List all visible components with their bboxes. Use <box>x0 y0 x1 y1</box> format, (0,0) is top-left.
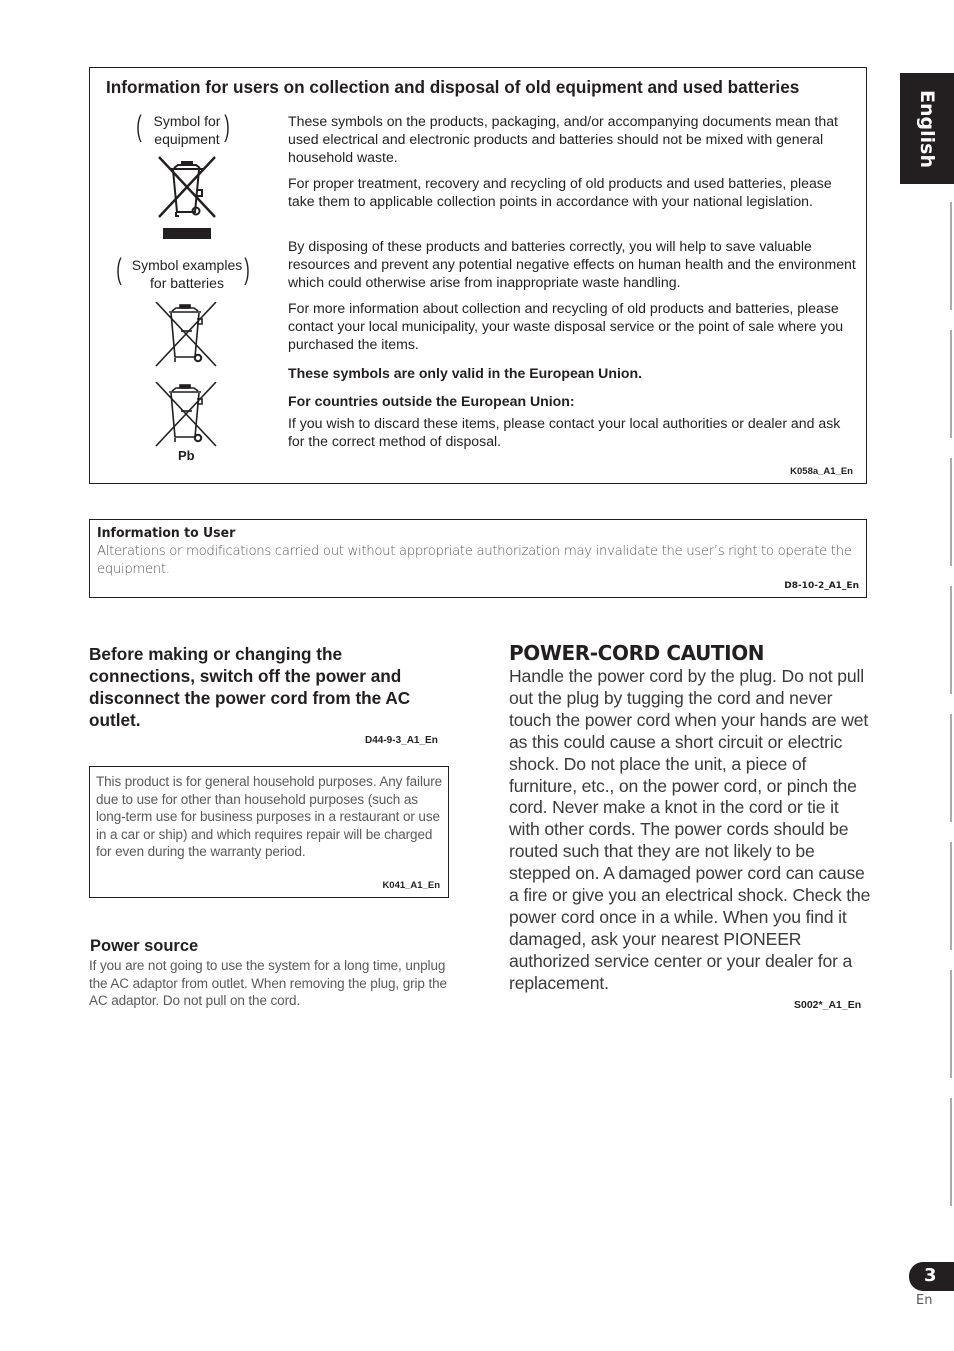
crossed-out-wheelie-bin-icon <box>154 302 218 368</box>
equipment-caption-line1: Symbol for <box>153 113 221 129</box>
info-doc-code: D8-10-2_A1_En <box>784 581 859 591</box>
page-language-code: En <box>916 1293 933 1308</box>
caption-open-paren: ( <box>136 110 142 143</box>
household-use-box <box>89 766 449 898</box>
edge-index-line <box>950 202 952 310</box>
connection-warning-heading: Before making or changing the connections, switch off the power and disconnect the power cord from the AC outlet. <box>89 644 411 730</box>
power-cord-doc-code: S002*_A1_En <box>794 999 862 1011</box>
weee-paragraph: For more information about collection and recycling of old products and batteries, please contact your local municipality, your waste disposal service or the point of sale where you purchased the items. <box>288 300 844 352</box>
edge-index-line <box>950 1098 952 1206</box>
weee-paragraph: These symbols on the products, packaging, and/or accompanying documents mean that used electrical and electronic products and batteries should not be mixed with general household waste. <box>288 113 838 165</box>
edge-index-line <box>950 970 952 1078</box>
outside-eu-heading: For countries outside the European Union: <box>288 393 575 409</box>
caption-close-paren: ) <box>244 253 250 286</box>
equipment-symbol-caption <box>142 112 232 148</box>
crossed-out-wheelie-bin-pb-icon <box>154 382 218 448</box>
battery-caption-line1: Symbol examples <box>131 257 243 273</box>
household-use-text: This product is for general household purposes. Any failure due to use for other than household purposes (such as long-term use for business purposes in a restaurant or use in a car or ship) and which requires repair will be charged for even during the warranty period. <box>96 774 443 860</box>
caption-open-paren: ( <box>116 253 122 286</box>
power-source-title: Power source <box>90 937 199 955</box>
outside-eu-text: If you wish to discard these items, please contact your local authorities or dealer and ask for the correct method of disposal. <box>288 415 841 449</box>
household-doc-code: K041_A1_En <box>382 880 440 891</box>
crossed-out-wheelie-bin-icon <box>156 156 218 242</box>
language-tab <box>900 73 954 184</box>
weee-paragraph: By disposing of these products and batteries correctly, you will help to save valuable resources and prevent any potential negative effects on human health and the environment which could otherwise arise from inappropriate waste handling. <box>288 238 856 290</box>
info-body: Alterations or modifications carried out without appropriate authorization may invalidate the user’s right to operate the equipment. <box>97 544 852 577</box>
page-number-badge <box>909 1262 954 1291</box>
information-to-user-box <box>89 519 867 598</box>
weee-paragraph: For proper treatment, recovery and recycling of old products and used batteries, please take them to applicable collection points in accordance with your national legislation. <box>288 175 832 209</box>
weee-doc-code: K058a_A1_En <box>790 466 853 477</box>
language-tab-label: English <box>916 89 938 168</box>
power-cord-caution-title: POWER-CORD CAUTION <box>509 641 765 665</box>
eu-validity-note: These symbols are only valid in the European Union. <box>288 365 642 381</box>
edge-index-line <box>950 842 952 950</box>
info-title: Information to User <box>97 526 236 541</box>
edge-index-line <box>950 458 952 566</box>
page-number: 3 <box>924 1265 937 1286</box>
power-cord-caution-body: Handle the power cord by the plug. Do not pull out the plug by tugging the cord and never touch the power cord when your hands are wet as this could cause a short circuit or electric shock. Do not place the unit, a piece of furniture, etc., on the power cord, or pinch the cord. Never make a knot in the cord or tie it with other cords. The power cords should be routed such that they are not likely to be stepped on. A damaged power cord can cause a fire or give you an electrical shock. Check the power cord once in a while. When you find it damaged, ask your nearest PIONEER authorized service center or your dealer for a replacement. <box>509 666 871 993</box>
edge-index-line <box>950 586 952 694</box>
weee-disposal-box <box>89 67 867 484</box>
edge-index-line <box>950 330 952 438</box>
power-source-body: If you are not going to use the system for a long time, unplug the AC adaptor from outlet. When removing the plug, grip the AC adaptor. Do not pull on the cord. <box>89 958 447 1009</box>
battery-chemical-label: Pb <box>178 448 195 463</box>
caption-close-paren: ) <box>224 110 230 143</box>
warning-doc-code: D44-9-3_A1_En <box>365 735 438 746</box>
battery-symbol-caption <box>122 253 252 292</box>
edge-index-line <box>950 714 952 822</box>
weee-title: Information for users on collection and disposal of old equipment and used batteries <box>106 77 800 97</box>
equipment-caption-line2: equipment <box>154 131 220 147</box>
battery-caption-line2: for batteries <box>150 275 224 291</box>
